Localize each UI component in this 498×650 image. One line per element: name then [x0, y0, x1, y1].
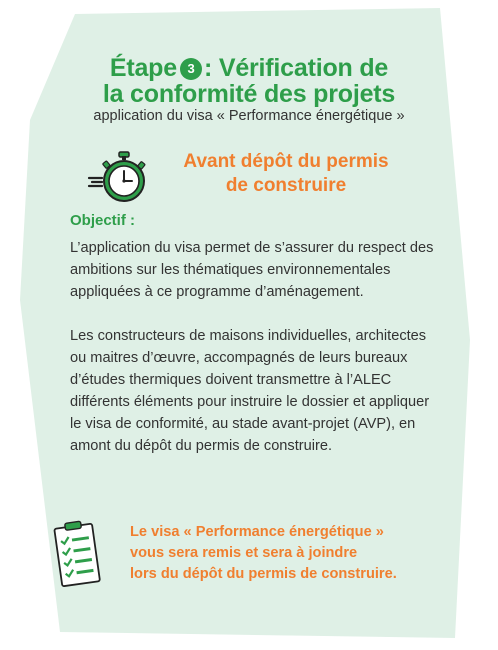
callout-line2: vous sera remis et sera à joindre	[130, 545, 358, 561]
callout-text	[130, 522, 440, 585]
callout-line1: Le visa « Performance énergétique »	[130, 524, 384, 540]
checklist-icon	[52, 520, 102, 588]
objectif-label: Objectif :	[70, 212, 136, 229]
phase-title-line2: de construire	[225, 175, 347, 196]
objectif-paragraph-2: Les constructeurs de maisons individuelles, architectes ou maitres d’œuvre, accompagnés de leurs bureaux d’études thermiques doivent transmettre à l’ALEC différents éléments pour instruire le dossier et appliquer le visa de conformité, au stade avant-projet (AVP), en amont du dépôt du permis de construire.	[70, 328, 430, 454]
page-title-line1	[40, 55, 458, 82]
callout-line3: lors du dépôt du permis de construire.	[130, 566, 397, 582]
title-after-step: : Vérification de	[203, 54, 389, 82]
stopwatch-icon	[86, 150, 148, 204]
page-title-line2: la conformité des projets	[102, 80, 396, 108]
step-number-badge: 3	[180, 58, 202, 80]
phase-title	[155, 150, 417, 198]
page-subtitle: application du visa « Performance énergétique »	[93, 108, 405, 124]
objectif-paragraph-1: L’application du visa permet de s’assurer du respect des ambitions sur les thématiques environnementales appliquées à ce programme d’aménagement.	[70, 240, 434, 300]
title-step-label: Étape	[109, 54, 177, 82]
phase-title-line1: Avant dépôt du permis	[183, 151, 389, 172]
